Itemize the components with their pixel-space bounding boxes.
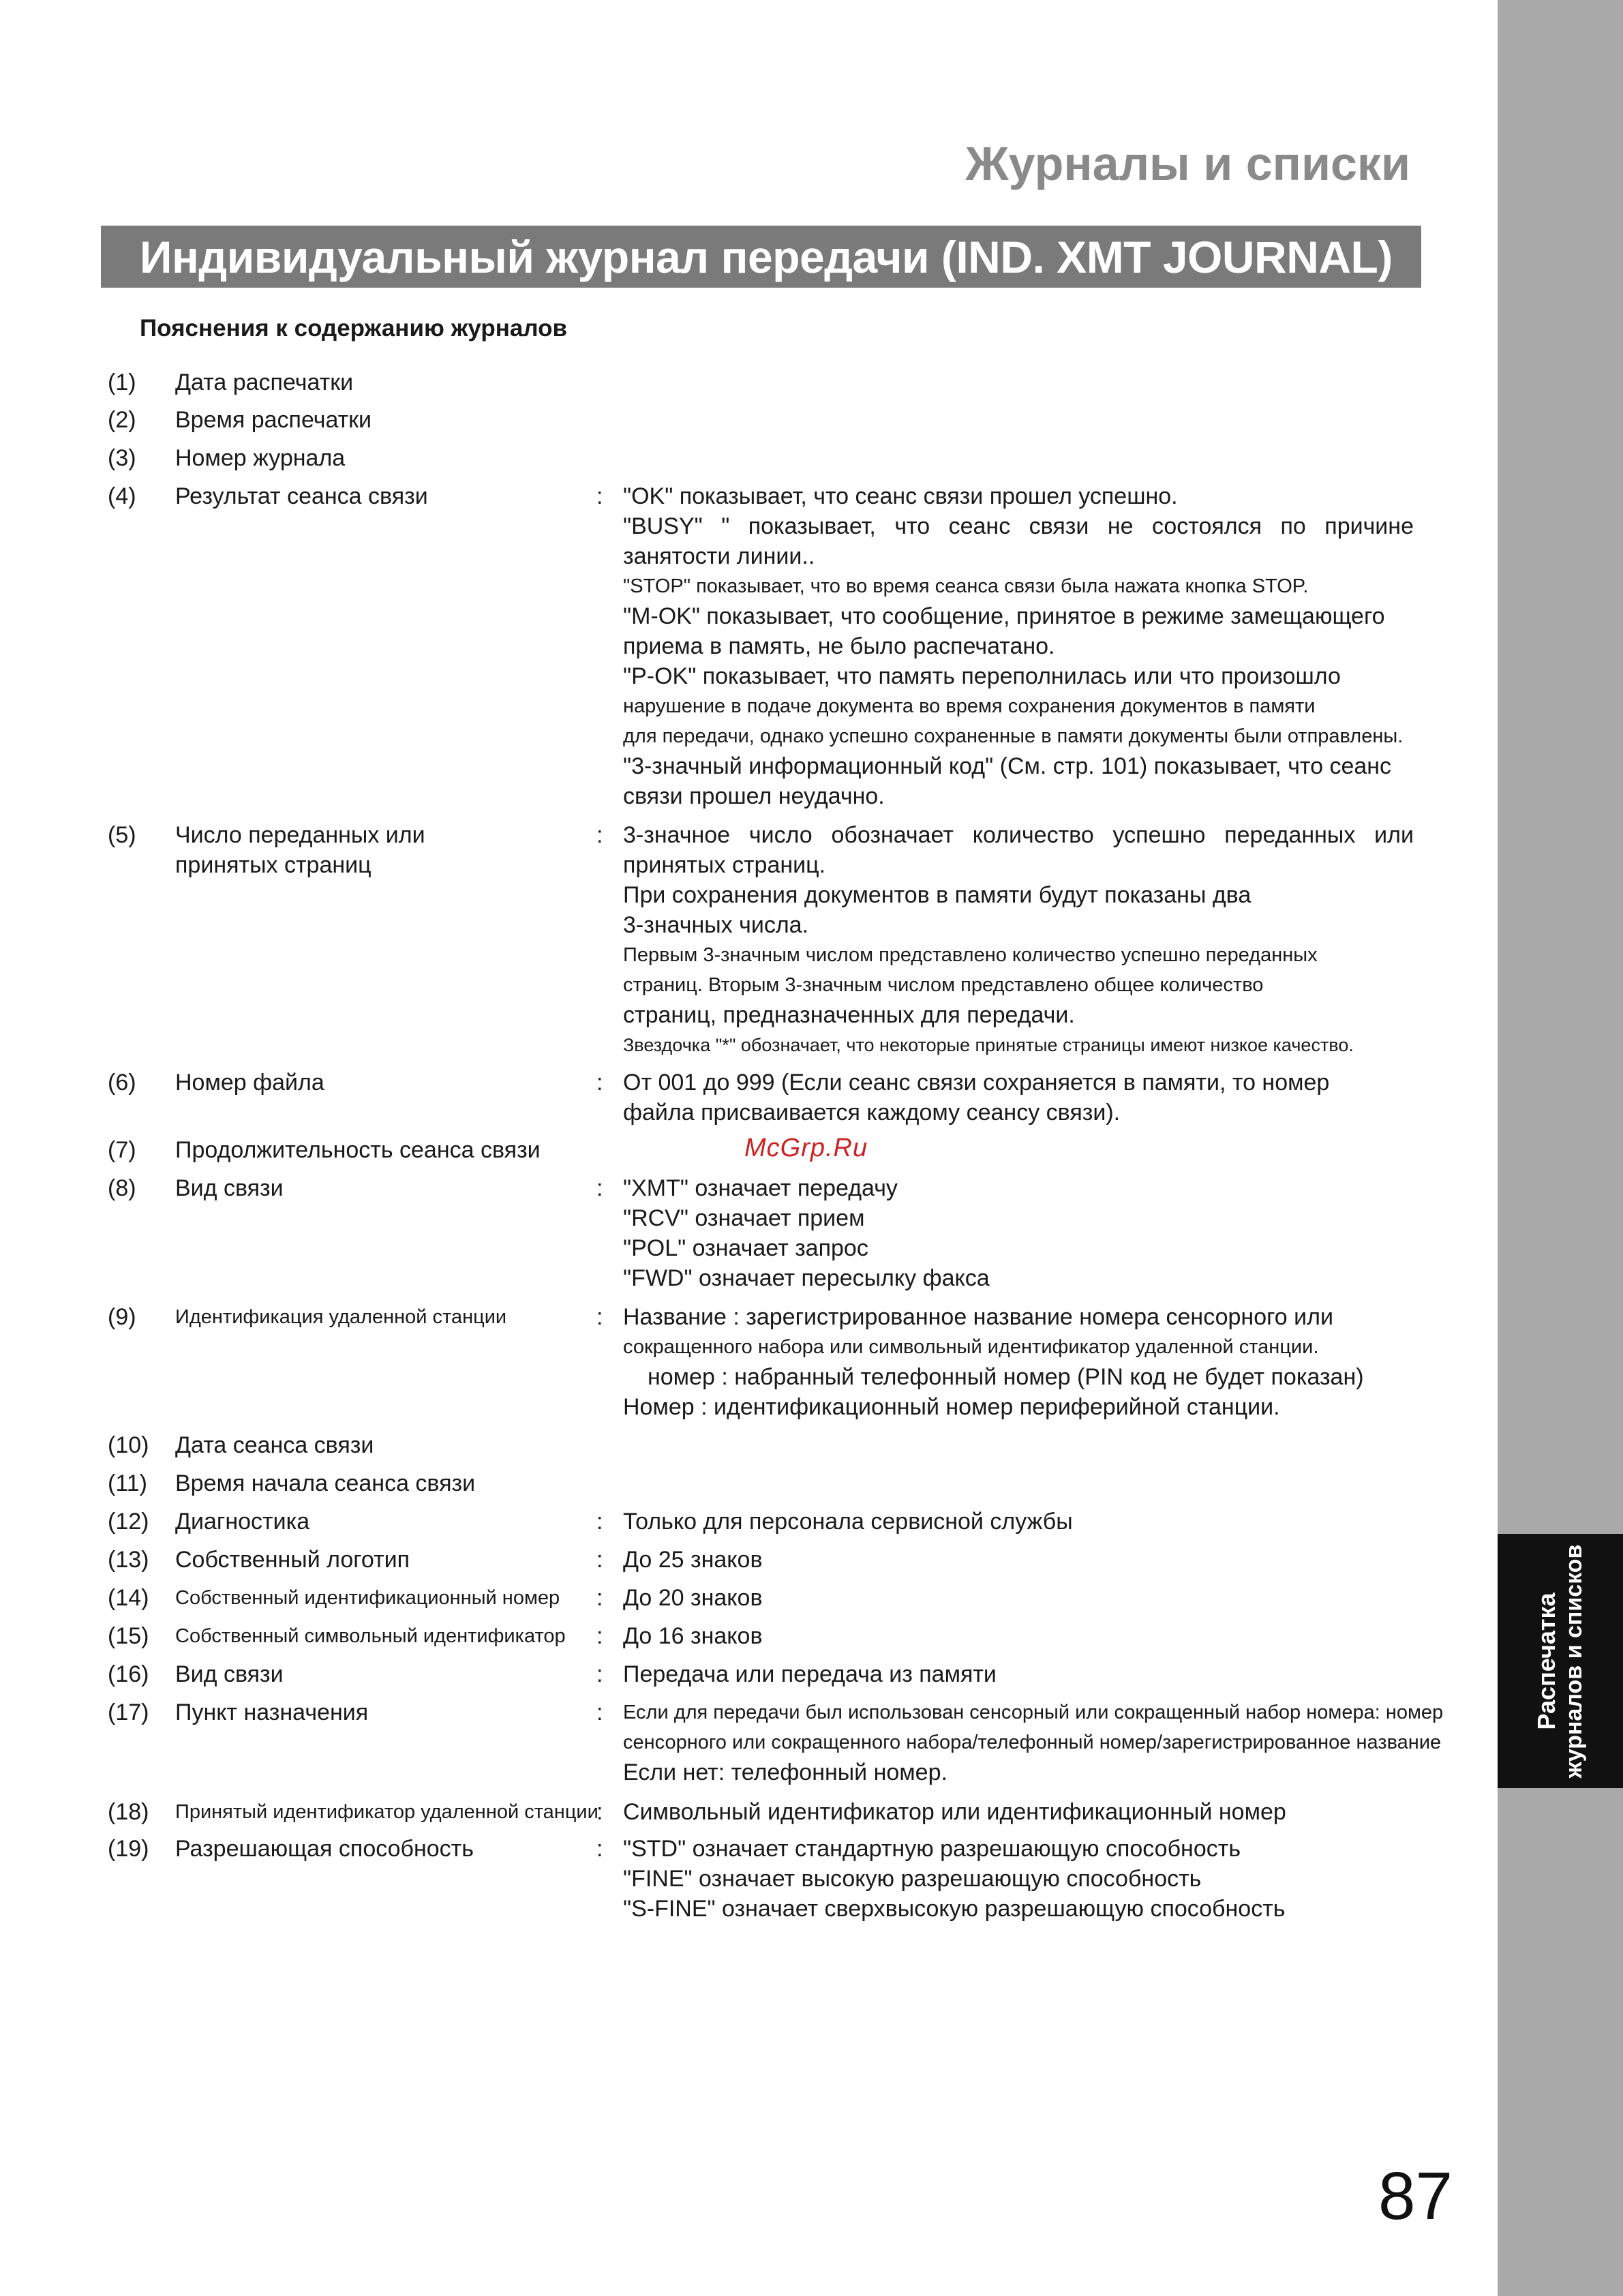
item-label: Собственный идентификационный номер [175, 1587, 560, 1609]
desc-line: От 001 до 999 (Если сеанс связи сохраняется в памяти, то номер [623, 1070, 1330, 1096]
item-number: (1) [108, 369, 136, 395]
item-label: Пункт назначения [175, 1700, 369, 1725]
desc-line: Звездочка "*" обозначает, что некоторые принятые страницы имеют низкое качество. [623, 1035, 1354, 1055]
desc-line: Символьный идентификатор или идентификационный номер [623, 1799, 1286, 1825]
side-tab-line-2: журналов и списков [1561, 1544, 1587, 1778]
desc-line: нарушение в подаче документа во время сохранения документов в памяти [623, 695, 1316, 717]
item-label: Время распечатки [175, 407, 372, 433]
item-number: (9) [108, 1304, 136, 1330]
section-title: Журналы и списки [965, 137, 1410, 190]
side-margin-bar [1498, 0, 1623, 2296]
desc-line: До 16 знаков [623, 1623, 763, 1649]
desc-line: "OK" показывает, что сеанс связи прошел успешно. [623, 483, 1178, 509]
item-label: Продолжительность сеанса связи [175, 1137, 541, 1163]
desc-line: занятости линии.. [623, 543, 815, 569]
desc-line: "RCV" означает прием [623, 1205, 865, 1231]
item-number: (16) [108, 1661, 149, 1687]
watermark: McGrp.Ru [744, 1134, 868, 1162]
item-number: (14) [108, 1585, 149, 1611]
desc-line: страниц. Вторым 3-значным числом представлено общее количество [623, 974, 1264, 996]
item-number: (18) [108, 1799, 149, 1825]
desc-line: До 25 знаков [623, 1547, 763, 1573]
item-description [623, 1834, 1414, 1924]
desc-line: файла присваивается каждому сеансу связи). [623, 1100, 1121, 1126]
desc-line: принятых страниц. [623, 852, 826, 878]
item-colon: : [596, 822, 603, 848]
desc-line: "M-OK" показывает, что сообщение, принятое в режиме замещающего [623, 603, 1385, 629]
desc-line: 3-значных числа. [623, 912, 809, 938]
item-label: Вид связи [175, 1661, 284, 1687]
item-label: Результат сеанса связи [175, 483, 428, 509]
desc-line: приема в память, не было распечатано. [623, 633, 1055, 659]
item-description [623, 1173, 1414, 1293]
title-bar [101, 226, 1421, 288]
desc-line: Если для передачи был использован сенсорный или сокращенный набор номера: номер [623, 1702, 1444, 1723]
desc-line: сенсорного или сокращенного набора/телефонный номер/зарегистрированное название [623, 1732, 1442, 1753]
item-label: Разрешающая способность [175, 1836, 474, 1862]
desc-line: До 20 знаков [623, 1585, 763, 1611]
item-description [623, 1659, 1414, 1689]
item-label: Номер файла [175, 1070, 324, 1096]
item-number: (15) [108, 1623, 149, 1649]
item-colon: : [596, 1547, 603, 1573]
item-number: (7) [108, 1137, 136, 1163]
item-label: Диагностика [175, 1509, 310, 1535]
item-colon: : [596, 1175, 603, 1201]
item-number: (6) [108, 1070, 136, 1096]
item-number: (5) [108, 822, 136, 848]
item-number: (8) [108, 1175, 136, 1201]
item-colon: : [596, 1070, 603, 1096]
desc-line: При сохранения документов в памяти будут показаны два [623, 882, 1252, 908]
desc-line: "STD" означает стандартную разрешающую способность [623, 1836, 1241, 1862]
item-colon: : [596, 1661, 603, 1687]
item-label: Идентификация удаленной станции [175, 1306, 507, 1328]
side-tab-line-1: Распечатка [1532, 1592, 1560, 1730]
item-description [623, 820, 1414, 1060]
item-colon: : [596, 1509, 603, 1535]
item-label: Число переданных или принятых страниц [175, 822, 425, 878]
item-label: Номер журнала [175, 445, 346, 471]
item-label: Вид связи [175, 1175, 284, 1201]
item-description [623, 1583, 1414, 1613]
desc-line: 3-значное число обозначает количество успешно переданных или [623, 822, 1414, 848]
item-number: (17) [108, 1700, 149, 1725]
page-number: 87 [1378, 2158, 1453, 2233]
desc-line: для передачи, однако успешно сохраненные в памяти документы были отправлены. [623, 725, 1404, 747]
desc-line: "POL" означает запрос [623, 1235, 868, 1261]
item-description [623, 1797, 1414, 1827]
side-chapter-tab [1498, 1534, 1623, 1788]
desc-line: "FINE" означает высокую разрешающую способность [623, 1866, 1202, 1892]
desc-line: номер : набранный телефонный номер (PIN код не будет показан) [648, 1364, 1364, 1390]
item-label: Дата распечатки [175, 369, 354, 395]
desc-line: "P-OK" показывает, что память переполнилась или что произошло [623, 663, 1341, 689]
item-number: (13) [108, 1547, 149, 1573]
item-description [623, 1545, 1414, 1575]
desc-line: сокращенного набора или символьный идентификатор удаленной станции. [623, 1336, 1319, 1358]
item-description [623, 1068, 1414, 1128]
item-label: Собственный логотип [175, 1547, 410, 1573]
desc-line: "S-FINE" означает сверхвысокую разрешающую способность [623, 1896, 1286, 1922]
desc-line: Только для персонала сервисной службы [623, 1509, 1073, 1535]
item-colon: : [596, 483, 603, 509]
item-number: (11) [108, 1470, 147, 1496]
item-description [623, 1507, 1414, 1537]
item-label: Принятый идентификатор удаленной станции [175, 1801, 598, 1823]
item-colon: : [596, 1700, 603, 1725]
desc-line: связи прошел неудачно. [623, 783, 885, 809]
item-description [623, 481, 1414, 811]
item-label: Время начала сеанса связи [175, 1470, 476, 1496]
desc-line: Название : зарегистрированное название номера сенсорного или [623, 1304, 1333, 1330]
desc-line: "FWD" означает пересылку факса [623, 1265, 990, 1291]
item-number: (2) [108, 407, 136, 433]
subtitle: Пояснения к содержанию журналов [140, 315, 568, 342]
desc-line: "BUSY" " показывает, что сеанс связи не состоялся по причине [623, 513, 1414, 539]
desc-line: страниц, предназначенных для передачи. [623, 1002, 1075, 1028]
item-colon: : [596, 1623, 603, 1649]
desc-line: Номер : идентификационный номер периферийной станции. [623, 1394, 1280, 1420]
item-colon: : [596, 1799, 603, 1825]
page-title: Индивидуальный журнал передачи (IND. XMT JOURNAL) [140, 232, 1393, 282]
item-colon: : [596, 1585, 603, 1611]
desc-line: Передача или передача из памяти [623, 1661, 997, 1687]
item-description [623, 1697, 1444, 1787]
desc-line: "STOP" показывает, что во время сеанса связи была нажата кнопка STOP. [623, 575, 1309, 597]
item-colon: : [596, 1304, 603, 1330]
item-description [623, 1621, 1414, 1651]
item-number: (10) [108, 1432, 149, 1458]
desc-line: Первым 3-значным числом представлено количество успешно переданных [623, 944, 1318, 966]
desc-line: "3-значный информационный код" (См. стр. 101) показывает, что сеанс [623, 753, 1392, 779]
item-label: Собственный символьный идентификатор [175, 1625, 566, 1647]
item-description [623, 1302, 1414, 1422]
item-number: (4) [108, 483, 136, 509]
desc-line: Если нет: телефонный номер. [623, 1759, 947, 1785]
item-label: Дата сеанса связи [175, 1432, 374, 1458]
item-number: (12) [108, 1509, 149, 1535]
item-colon: : [596, 1836, 603, 1862]
item-number: (19) [108, 1836, 149, 1862]
desc-line: "XMT" означает передачу [623, 1175, 898, 1201]
item-number: (3) [108, 445, 136, 471]
